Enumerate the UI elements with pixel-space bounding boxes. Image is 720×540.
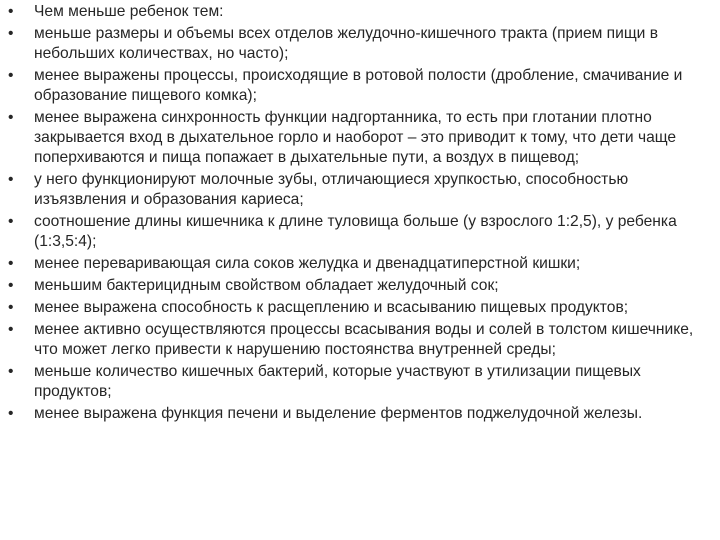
list-item bbox=[8, 170, 714, 210]
list-item bbox=[8, 108, 714, 168]
bullet-icon: • bbox=[8, 213, 14, 230]
bullet-icon: • bbox=[8, 109, 14, 126]
list-item-text: соотношение длины кишечника к длине туловища больше (у взрослого 1:2,5), у ребенка (1:3,5:4); bbox=[34, 213, 677, 250]
list-item bbox=[8, 320, 714, 360]
list-item-text: меньше количество кишечных бактерий, которые участвуют в утилизации пищевых продуктов; bbox=[34, 363, 641, 400]
bullet-list bbox=[8, 2, 714, 426]
list-item bbox=[8, 254, 714, 274]
list-item bbox=[8, 362, 714, 402]
list-item-text: менее переваривающая сила соков желудка и двенадцатиперстной кишки; bbox=[34, 255, 581, 272]
list-item bbox=[8, 298, 714, 318]
list-item-text: у него функционируют молочные зубы, отличающиеся хрупкостью, способностью изъязвления и образования кариеса; bbox=[34, 171, 629, 208]
bullet-icon: • bbox=[8, 25, 14, 42]
list-item-text: менее выражены процессы, происходящие в ротовой полости (дробление, смачивание и образование пищевого комка); bbox=[34, 67, 683, 104]
list-item bbox=[8, 66, 714, 106]
list-item bbox=[8, 212, 714, 252]
bullet-icon: • bbox=[8, 321, 14, 338]
list-item-text: менее выражена синхронность функции надгортанника, то есть при глотании плотно закрывается вход в дыхательное горло и наоборот – это приводит к тому, что дети чаще поперхиваются и пища попажает в дыхательные пути, а воздух в пищевод; bbox=[34, 109, 677, 166]
bullet-icon: • bbox=[8, 405, 14, 422]
list-item-text: Чем меньше ребенок тем: bbox=[34, 3, 224, 20]
bullet-icon: • bbox=[8, 171, 14, 188]
bullet-icon: • bbox=[8, 299, 14, 316]
list-item bbox=[8, 24, 714, 64]
list-item-text: менее активно осуществляются процессы всасывания воды и солей в толстом кишечнике, что может легко привести к нарушению постоянства внутренней среды; bbox=[34, 321, 694, 358]
bullet-icon: • bbox=[8, 67, 14, 84]
list-item-text: менее выражена функция печени и выделение ферментов поджелудочной железы. bbox=[34, 405, 643, 422]
list-item-text: меньше размеры и объемы всех отделов желудочно-кишечного тракта (прием пищи в небольших количествах, но часто); bbox=[34, 25, 658, 62]
list-item bbox=[8, 276, 714, 296]
bullet-icon: • bbox=[8, 277, 14, 294]
bullet-icon: • bbox=[8, 255, 14, 272]
list-item bbox=[8, 2, 714, 22]
list-item bbox=[8, 404, 714, 424]
bullet-icon: • bbox=[8, 3, 14, 20]
list-item-text: менее выражена способность к расщеплению и всасыванию пищевых продуктов; bbox=[34, 299, 629, 316]
list-item-text: меньшим бактерицидным свойством обладает желудочный сок; bbox=[34, 277, 499, 294]
bullet-icon: • bbox=[8, 363, 14, 380]
